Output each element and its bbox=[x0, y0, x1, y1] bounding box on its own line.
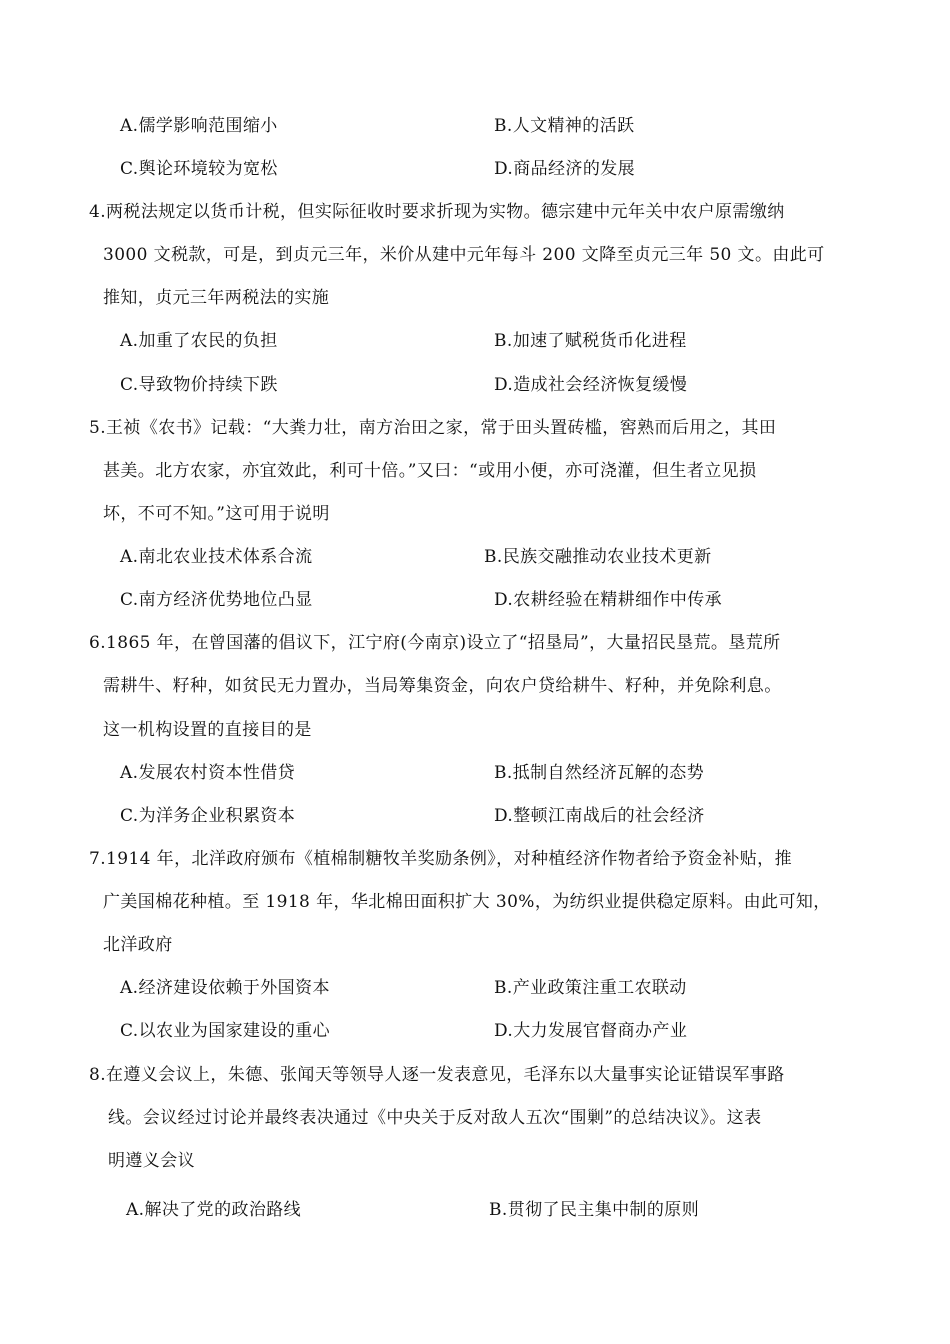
q3-option-a: A.儒学影响范围缩小 bbox=[120, 116, 278, 136]
q8-stem-line-1: 8.在遵义会议上，朱德、张闻天等领导人逐一发表意见，毛泽东以大量事实论证错误军事路 bbox=[89, 1065, 785, 1085]
q5-option-b: B.民族交融推动农业技术更新 bbox=[484, 547, 712, 567]
q4-option-d: D.造成社会经济恢复缓慢 bbox=[494, 375, 688, 395]
q5-option-c: C.南方经济优势地位凸显 bbox=[120, 590, 313, 610]
q7-stem-line-3: 北洋政府 bbox=[103, 935, 173, 955]
q6-option-b: B.抵制自然经济瓦解的态势 bbox=[494, 763, 705, 783]
q7-stem-line-1: 7.1914 年，北洋政府颁布《植棉制糖牧羊奖励条例》，对种植经济作物者给予资金补贴，推 bbox=[89, 849, 792, 869]
q4-stem-line-3: 推知，贞元三年两税法的实施 bbox=[103, 288, 330, 308]
q4-option-a: A.加重了农民的负担 bbox=[120, 331, 278, 351]
q4-stem-line-2: 3000 文税款，可是，到贞元三年，米价从建中元年每斗 200 文降至贞元三年 50 文。由此可 bbox=[103, 245, 825, 265]
q5-stem-line-2: 甚美。北方农家，亦宜效此，利可十倍。”又曰：“或用小便，亦可浇灌，但生者立见损 bbox=[103, 461, 757, 481]
q3-option-c: C.舆论环境较为宽松 bbox=[120, 159, 278, 179]
q6-stem-line-1: 6.1865 年，在曾国藩的倡议下，江宁府(今南京)设立了“招垦局”，大量招民垦荒。垦荒所 bbox=[89, 633, 781, 653]
q7-stem-line-2: 广美国棉花种植。至 1918 年，华北棉田面积扩大 30%，为纺织业提供稳定原料。由此可知， bbox=[103, 892, 831, 912]
q3-option-b: B.人文精神的活跃 bbox=[494, 116, 635, 136]
q3-option-d: D.商品经济的发展 bbox=[494, 159, 636, 179]
q6-option-a: A.发展农村资本性借贷 bbox=[120, 763, 296, 783]
q4-stem-line-1: 4.两税法规定以货币计税，但实际征收时要求折现为实物。德宗建中元年关中农户原需缴纳 bbox=[89, 202, 785, 222]
q5-stem-line-3: 坏，不可不知。”这可用于说明 bbox=[103, 504, 330, 524]
q5-option-d: D.农耕经验在精耕细作中传承 bbox=[494, 590, 723, 610]
q6-option-d: D.整顿江南战后的社会经济 bbox=[494, 806, 705, 826]
q7-option-d: D.大力发展官督商办产业 bbox=[494, 1021, 688, 1041]
q8-option-b: B.贯彻了民主集中制的原则 bbox=[489, 1200, 700, 1220]
q7-option-a: A.经济建设依赖于外国资本 bbox=[120, 978, 330, 998]
q8-option-a: A.解决了党的政治路线 bbox=[126, 1200, 302, 1220]
q5-stem-line-1: 5.王祯《农书》记载：“大粪力壮，南方治田之家，常于田头置砖槛，窖熟而后用之，其田 bbox=[89, 418, 777, 438]
q4-option-c: C.导致物价持续下跌 bbox=[120, 375, 278, 395]
q6-option-c: C.为洋务企业积累资本 bbox=[120, 806, 296, 826]
q8-stem-line-3: 明遵义会议 bbox=[108, 1151, 195, 1171]
q7-option-b: B.产业政策注重工农联动 bbox=[494, 978, 687, 998]
q6-stem-line-3: 这一机构设置的直接目的是 bbox=[103, 720, 312, 740]
q8-stem-line-2: 线。会议经过讨论并最终表决通过《中央关于反对敌人五次“围剿”的总结决议》。这表 bbox=[108, 1108, 762, 1128]
q6-stem-line-2: 需耕牛、籽种，如贫民无力置办，当局筹集资金，向农户贷给耕牛、籽种，并免除利息。 bbox=[103, 676, 782, 696]
q4-option-b: B.加速了赋税货币化进程 bbox=[494, 331, 687, 351]
q5-option-a: A.南北农业技术体系合流 bbox=[120, 547, 313, 567]
q7-option-c: C.以农业为国家建设的重心 bbox=[120, 1021, 331, 1041]
